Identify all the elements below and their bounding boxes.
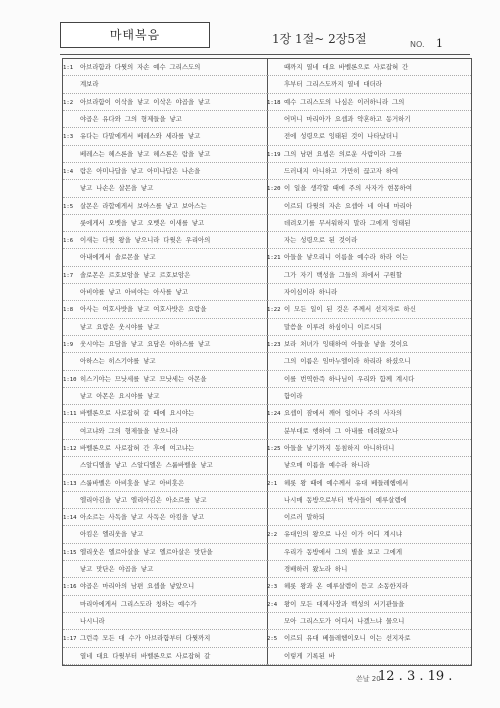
verse-line [63,492,267,509]
verse-reference: 1:23 [267,342,281,349]
written-date-value: 12 . 3 . 19 . [378,669,453,684]
verse-line [63,578,267,595]
verse-line [63,198,267,215]
verse-line [63,94,267,111]
verse-reference: 1:5 [63,203,74,210]
verse-line [267,405,471,422]
verse-line [267,128,471,145]
verse-text: 헤롯 왕 때에 예수께서 유대 베들레헴에서 [284,478,409,487]
verse-reference: 1:8 [63,307,74,314]
verse-text: 마리아에게서 그리스도라 칭하는 예수가 [80,599,197,608]
verse-line [267,336,471,353]
verse-reference: 1:22 [267,307,281,314]
verse-line [267,249,471,266]
verse-text: 아하스는 히스기야를 낳고 [80,357,156,366]
verse-line [267,630,471,647]
verse-line [63,526,267,543]
verse-text: 아비야를 낳고 아비야는 아사를 낳고 [80,288,188,297]
verse-reference: 1:1 [63,65,74,71]
verse-text: 이를 번역한즉 하나님이 우리와 함께 계시다 [284,374,415,383]
verse-text: 이르되 다윗의 자손 요셉아 네 아내 마리아 [284,201,413,210]
verse-text: 그런즉 모든 대 수가 아브라함부터 다윗까지 [80,634,211,643]
verse-line [63,509,267,526]
verse-line [63,405,267,422]
verse-text: 야곱은 유다와 그의 형제들을 낳고 [80,114,182,123]
header-divider [60,54,470,55]
verse-line [63,215,267,232]
verse-text: 룻에게서 오벳을 낳고 오벳은 이새를 낳고 [80,218,205,227]
verse-line [267,232,471,249]
written-date-label: 쓴날 20 [356,675,381,683]
verse-text: 스알디엘을 낳고 스알디엘은 스룹바벨을 낳고 [80,461,213,470]
verse-text: 이 모든 일이 된 것은 주께서 선지자로 하신 [284,305,416,314]
verse-text: 예수 그리스도의 나심은 이러하니라 그의 [284,97,405,106]
verse-line [63,440,267,457]
verse-line [63,648,267,665]
verse-text: 아소르는 사독을 낳고 사독은 아킴을 낳고 [80,513,205,522]
verse-line [63,371,267,388]
verse-line [267,388,471,405]
verse-line [63,267,267,284]
verse-text: 스룹바벨은 아비훗을 낳고 아비훗은 [80,478,185,487]
verse-line [267,301,471,318]
verse-reference: 1:11 [63,411,77,418]
verse-text: 경배하러 왔노라 하니 [284,565,348,574]
verse-text: 히스기야는 므낫세를 낳고 므낫세는 아몬을 [80,374,207,383]
verse-text: 유대인의 왕으로 나신 이가 어디 계시냐 [284,530,403,539]
verse-text: 자는 성령으로 된 것이라 [284,236,358,245]
verse-text: 어머니 마리아가 요셉과 약혼하고 동거하기 [284,114,411,123]
verse-text: 모아 그리스도가 어디서 나겠느냐 물으니 [284,617,405,626]
verse-text: 살몬은 라합에게서 보아스를 낳고 보아스는 [80,201,207,210]
verse-line [63,284,267,301]
verse-text: 낳고 아몬은 요시야를 낳고 [80,391,160,400]
verse-line [267,648,471,665]
verse-text: 열네 대요 다윗부터 바벨론으로 사로잡혀 갈 [80,651,211,660]
verse-line [267,163,471,180]
verse-text: 낳고 맛단은 야곱을 낳고 [80,565,154,574]
verse-line [63,319,267,336]
verse-line [267,353,471,370]
verse-text: 바벨론으로 사로잡혀 갈 때에 요시야는 [80,409,195,418]
verse-text: 후부터 그리스도까지 열네 대더라 [284,80,382,89]
verse-line [63,301,267,318]
verse-text: 이르러 말하되 [284,513,325,522]
verse-text: 웃시야는 요담을 낳고 요담은 아하스를 낳고 [80,340,211,349]
verse-reference: 1:4 [63,168,74,175]
verse-text: 낳고 요람은 웃시야를 낳고 [80,322,160,331]
verse-line [63,336,267,353]
verse-reference: 1:9 [63,342,74,349]
verse-text: 이 일을 생각할 때에 주의 사자가 현몽하여 [284,184,413,193]
verse-text: 아들을 낳으리니 이름을 예수라 하라 이는 [284,253,409,262]
verse-text: 그가 자기 백성을 그들의 죄에서 구원할 [284,270,403,279]
left-column [63,59,268,665]
verse-text: 아사는 여호사밧을 낳고 여호사밧은 요람을 [80,305,207,314]
verse-line [63,146,267,163]
verse-text: 보라 처녀가 잉태하여 아들을 낳을 것이요 [284,340,409,349]
verse-reference: 1:17 [63,636,77,643]
verse-text: 이새는 다윗 왕을 낳으니라 다윗은 우리아의 [80,236,211,245]
verse-line [267,526,471,543]
verse-text: 때까지 열네 대요 바벨론으로 사로잡혀 간 [284,63,409,71]
verse-line [267,544,471,561]
verse-text: 계보라 [80,80,99,89]
verse-line [63,630,267,647]
verse-line [63,596,267,613]
verse-line [267,492,471,509]
verse-line [63,128,267,145]
verse-line [63,544,267,561]
verse-line [267,319,471,336]
verse-text: 왕이 모든 대제사장과 백성의 서기관들을 [284,599,405,608]
verse-text: 아들을 낳기까지 동침하지 아니하더니 [284,443,395,452]
verse-line [267,180,471,197]
verse-text: 헤롯 왕과 온 예루살렘이 듣고 소동한지라 [284,582,409,591]
verse-line [267,198,471,215]
verse-line [63,180,267,197]
verse-reference: 1:15 [63,549,77,556]
verse-line [267,371,471,388]
verse-reference: 1:16 [63,584,77,591]
verse-line [267,111,471,128]
verse-line [267,475,471,492]
verse-line [63,423,267,440]
verse-line [63,163,267,180]
verse-reference: 2:3 [267,584,278,591]
lined-sheet [62,58,472,666]
verse-text: 솔로몬은 르호보암을 낳고 르호보암은 [80,270,191,279]
book-title-box: 마태복음 [60,22,210,48]
verse-reference: 1:3 [63,134,74,141]
verse-text: 그의 남편 요셉은 의로운 사람이라 그를 [284,149,403,158]
verse-text: 그의 이름은 임마누엘이라 하리라 하셨으니 [284,357,411,366]
page-number-label: NO. [410,40,425,49]
verse-line [63,76,267,93]
verse-line [63,353,267,370]
verse-text: 아킴은 엘리웃을 낳고 [80,530,144,539]
verse-text: 이르되 유대 베들레헴이오니 이는 선지자로 [284,634,411,643]
verse-line [267,267,471,284]
verse-text: 아브라함과 다윗의 자손 예수 그리스도의 [80,63,201,71]
verse-reference: 1:13 [63,480,77,487]
verse-reference: 2:1 [267,480,278,487]
verse-line [267,423,471,440]
page-number-value: 1 [436,37,443,50]
verse-text: 우리가 동방에서 그의 별을 보고 그에게 [284,547,403,556]
verse-text: 분부대로 행하여 그 아내를 데려왔으나 [284,426,399,435]
verse-reference: 1:25 [267,445,281,452]
verse-line [267,509,471,526]
verse-text: 요셉이 잠에서 깨어 일어나 주의 사자의 [284,409,403,418]
verse-text: 유다는 다말에게서 베레스와 세라를 낳고 [80,132,201,141]
verse-reference: 1:7 [63,272,74,279]
verse-reference: 1:2 [63,99,74,106]
verse-line [63,561,267,578]
chapter-range: 1장 1절~ 2장5절 [272,32,367,46]
verse-text: 엘리웃은 엘르아살을 낳고 엘르아살은 맛단을 [80,547,213,556]
verse-line [267,76,471,93]
verse-reference: 1:18 [267,99,281,106]
verse-reference: 1:20 [267,186,281,193]
verse-reference: 1:19 [267,151,281,158]
verse-reference: 1:12 [63,445,77,452]
verse-text: 이렇게 기록된 바 [284,651,335,660]
verse-text: 나시매 동방으로부터 박사들이 예루살렘에 [284,495,407,504]
verse-line [63,59,267,76]
verse-reference: 1:21 [267,255,281,262]
verse-text: 야곱은 마리아의 남편 요셉을 낳았으니 [80,582,195,591]
verse-line [267,215,471,232]
verse-text: 아브라함이 이삭을 낳고 이삭은 야곱을 낳고 [80,97,211,106]
verse-text: 낳고 나손은 살몬을 낳고 [80,184,154,193]
verse-reference: 2:2 [267,532,278,539]
verse-line [63,613,267,630]
verse-line [63,388,267,405]
verse-line [267,146,471,163]
verse-text: 여고냐와 그의 형제들을 낳으니라 [80,426,178,435]
verse-text: 나시니라 [80,617,105,626]
verse-line [267,440,471,457]
verse-text: 데려오기를 무서워하지 말라 그에게 잉태된 [284,218,411,227]
verse-text: 베레스는 헤스론을 낳고 헤스론은 람을 낳고 [80,149,211,158]
verse-text: 낳으매 이름을 예수라 하니라 [284,461,370,470]
verse-line [63,457,267,474]
verse-line [267,94,471,111]
verse-line [267,561,471,578]
verse-text: 바벨론으로 사로잡혀 간 후에 여고냐는 [80,443,195,452]
verse-reference: 2:5 [267,636,278,643]
verse-line [267,284,471,301]
right-column [267,59,471,665]
verse-text: 전에 성령으로 잉태된 것이 나타났더니 [284,132,399,141]
verse-line [267,59,471,76]
verse-line [63,111,267,128]
verse-reference: 1:24 [267,411,281,418]
verse-line [63,249,267,266]
verse-line [267,457,471,474]
verse-reference: 1:14 [63,515,77,522]
verse-text: 함이라 [284,391,303,400]
verse-line [267,578,471,595]
verse-reference: 1:10 [63,376,77,383]
verse-line [267,613,471,630]
verse-text: 드러내지 아니하고 가만히 끊고자 하여 [284,166,399,175]
verse-text: 말씀을 이루려 하심이니 이르시되 [284,322,382,331]
verse-reference: 2:4 [267,601,278,608]
verse-line [63,475,267,492]
verse-text: 엘리아김을 낳고 엘리아김은 아소르를 낳고 [80,495,207,504]
verse-line [63,232,267,249]
verse-text: 아내에게서 솔로몬을 낳고 [80,253,156,262]
verse-reference: 1:6 [63,238,74,245]
verse-line [267,596,471,613]
verse-text: 자이심이라 하니라 [284,288,338,297]
verse-text: 람은 아미나답을 낳고 아미나답은 나손을 [80,166,201,175]
